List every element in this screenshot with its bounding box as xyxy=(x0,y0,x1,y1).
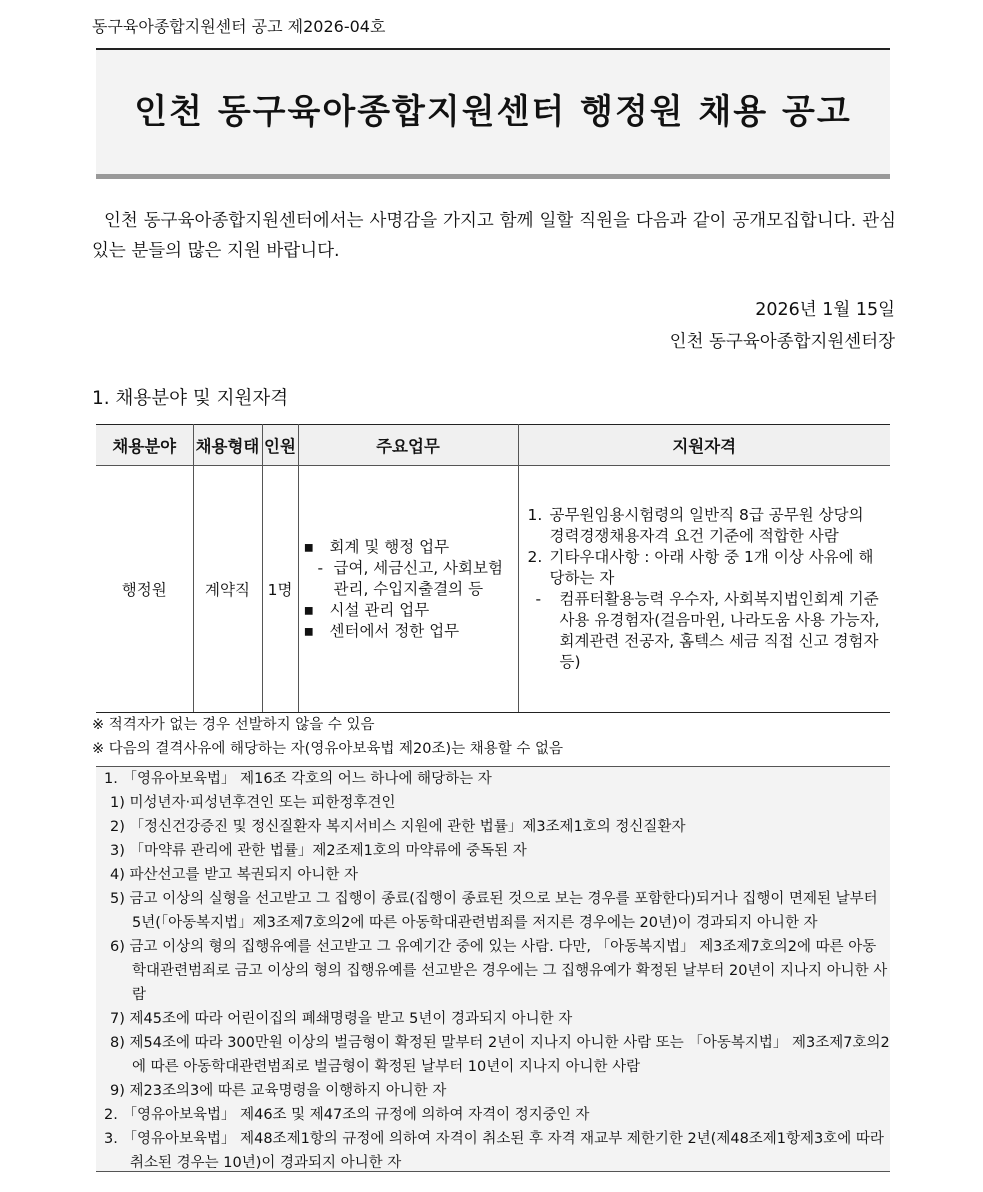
title-box xyxy=(96,48,890,179)
issuer: 인천 동구육아종합지원센터장 xyxy=(669,332,895,352)
disqualification-item: 9) 제23조의3에 따른 교육명령을 이행하지 아니한 자 xyxy=(110,1083,447,1099)
note-item: ※ 다음의 결격사유에 해당하는 자(영유아보육법 제20조)는 채용할 수 없음 xyxy=(92,741,563,757)
table-row xyxy=(96,466,890,713)
notice-number: 동구육아종합지원센터 공고 제2026-04호 xyxy=(92,17,386,36)
disqualification-item: 6) 금고 이상의 형의 집행유예를 선고받고 그 유예기간 중에 있는 사람. 다만, 「아동복지법」 제3조제7호의2에 따른 아동학대관련범죄로 금고 이상의 형의 집행유예를 선고받은 경우에는 그 집행유예가 확정된 날부터 20년이 지나지 아니한 사람 xyxy=(110,939,888,1003)
note-item: ※ 적격자가 없는 경우 선발하지 않을 수 있음 xyxy=(92,717,375,733)
qualification-item: 1. 공무원임용시험령의 일반직 8급 공무원 상당의 경력경쟁채용자격 요건 기준에 적합한 사람 xyxy=(527,506,864,545)
header-field: 채용분야 xyxy=(96,425,193,466)
qualifications-list xyxy=(520,505,890,673)
cell-qualifications xyxy=(518,466,890,713)
disqualification-item: 3. 「영유아보육법」 제48조제1항의 규정에 의하여 자격이 취소된 후 자격 재교부 제한기한 2년(제48조제1항제3호에 따라 취소된 경우는 10년)이 경과되지 아니한 자 xyxy=(104,1131,884,1171)
disqualification-item: 2. 「영유아보육법」 제46조 및 제47조의 규정에 의하여 자격이 정지중인 자 xyxy=(104,1107,590,1123)
duties-list xyxy=(300,537,517,642)
intro-text: 인천 동구육아종합지원센터에서는 사명감을 가지고 함께 일할 직원을 다음과 같이 공개모집합니다. 관심 있는 분들의 많은 지원 바랍니다. xyxy=(92,211,896,261)
cell-employment-type: 계약직 xyxy=(193,466,262,713)
disqualification-item: 5) 금고 이상의 실형을 선고받고 그 집행이 종료(집행이 종료된 것으로 보는 경우를 포함한다)되거나 집행이 면제된 날부터 5년(「아동복지법」제3조제7호의2에 따른 아동학대관련범죄를 저지른 경우에는 20년)이 경과되지 아니한 자 xyxy=(110,891,878,931)
header-qualifications: 지원자격 xyxy=(518,425,890,466)
header-duties: 주요업무 xyxy=(298,425,518,466)
cell-duties xyxy=(298,466,518,713)
disqualification-box xyxy=(96,766,890,1172)
qualification-item: 2. 기타우대사항 : 아래 사항 중 1개 이상 사유에 해당하는 자 xyxy=(527,548,874,587)
intro-section xyxy=(92,206,896,266)
disqualification-item: 2) 「정신건강증진 및 정신질환자 복지서비스 지원에 관한 법률」제3조제1호의 정신질환자 xyxy=(110,819,686,835)
disqualification-item: 8) 제54조에 따라 300만원 이상의 벌금형이 확정된 말부터 2년이 지나지 아니한 사람 또는 「아동복지법」 제3조제7호의2에 따른 아동학대관련범죄로 벌금형이 확정된 날부터 10년이 지나지 아니한 사람 xyxy=(110,1035,890,1075)
cell-headcount: 1명 xyxy=(262,466,298,713)
header-employment-type: 채용형태 xyxy=(193,425,262,466)
notice-date: 2026년 1월 15일 xyxy=(755,300,895,320)
duty-item: ▪ 시설 관리 업무 xyxy=(304,600,517,621)
duty-item: ▪ 센터에서 정한 업무 xyxy=(304,621,517,642)
disqualification-item: 1) 미성년자‧피성년후견인 또는 피한정후견인 xyxy=(110,795,396,811)
cell-field: 행정원 xyxy=(96,466,193,713)
table-header-row xyxy=(96,425,890,466)
notes xyxy=(92,713,563,761)
header-headcount: 인원 xyxy=(262,425,298,466)
date-block xyxy=(670,294,895,358)
disqualification-item: 3) 「마약류 관리에 관한 법률」제2조제1호의 마약류에 중독된 자 xyxy=(110,843,527,859)
disqualification-item: 1. 「영유아보육법」 제16조 각호의 어느 하나에 해당하는 자 xyxy=(104,771,492,787)
page-title: 인천 동구육아종합지원센터 행정원 채용 공고 xyxy=(134,92,852,132)
section-1-title: 1. 채용분야 및 지원자격 xyxy=(92,388,289,409)
duty-item: ▪ 회계 및 행정 업무 xyxy=(304,537,517,558)
duty-sub-item: - 급여, 세금신고, 사회보험 관리, 수입지출결의 등 xyxy=(317,558,503,598)
disqualification-item: 7) 제45조에 따라 어린이집의 폐쇄명령을 받고 5년이 경과되지 아니한 자 xyxy=(110,1011,573,1027)
recruitment-table xyxy=(96,424,890,713)
qualification-sub-item: - 컴퓨터활용능력 우수자, 사회복지법인회계 기준 사용 유경험자(걸음마윈, 나라도움 사용 가능자, 회계관련 전공자, 홈텍스 세금 직접 신고 경험자 등) xyxy=(535,590,880,671)
disqualification-item: 4) 파산선고를 받고 복권되지 아니한 자 xyxy=(110,867,359,883)
